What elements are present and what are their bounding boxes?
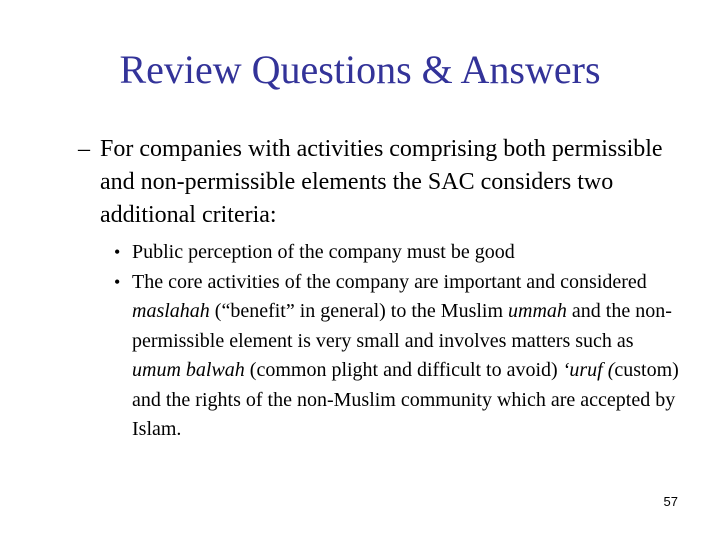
dash-bullet-marker: – [78,136,90,162]
slide-title: Review Questions & Answers [119,47,601,92]
sub-bullet-perception [114,238,684,268]
sub-bullet-core-activities [114,268,684,445]
sub-bullet-text-part: The core activities of the company are important and considered [132,270,647,293]
main-bullet [78,133,678,232]
sub-bullet-text-part: (“benefit” in general) to the Muslim [209,300,509,322]
term-umum-balwah: umum balwah [132,359,245,381]
term-uruf: ‘uruf ( [562,359,615,381]
term-ummah: ummah [508,300,567,322]
sub-bullet-text: Public perception of the company must be good [132,241,515,263]
main-bullet-text: For companies with activities comprising both permissible and non-permissible elements the SAC considers two additional criteria: [100,136,663,228]
sub-bullet-text-part: custom) and the rights of the non-Muslim community which are accepted by Islam. [132,359,679,440]
bullet-dot: • [114,271,121,292]
term-maslahah: maslahah [132,300,210,322]
sub-bullet-list [114,238,684,445]
sub-bullet-text-part: (common plight and difficult to avoid) [244,359,563,381]
bullet-dot: • [114,242,121,262]
page-number: 57 [663,494,678,509]
sub-bullet-text-part: and the non-permissible element is very small and involves matters such as [132,300,672,352]
